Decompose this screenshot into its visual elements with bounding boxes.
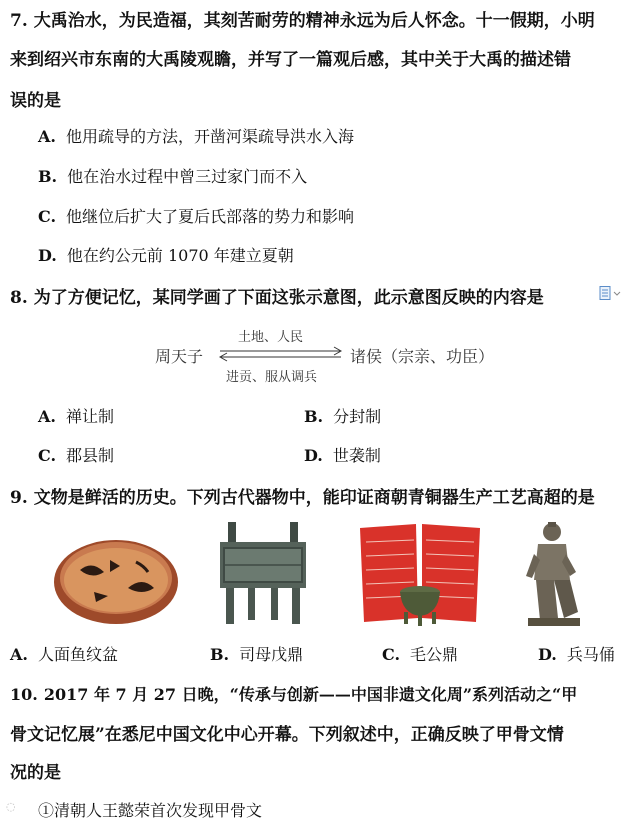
q7-text-3: 误的是	[10, 91, 61, 111]
terracotta-warrior-image	[518, 520, 584, 628]
feudal-relationship-diagram	[150, 326, 530, 386]
q9-text: 文物是鲜活的历史。下列古代器物中，能印证商朝青铜器生产工艺高超的是	[33, 488, 595, 508]
q10-text-1: 2017 年 7 月 27 日晚，“传承与创新——中国非遗文化周”系列活动之“甲	[43, 685, 578, 704]
q10-text-3: 况的是	[10, 763, 61, 783]
diagram-bottom-label: 进贡、服从调兵	[226, 370, 318, 385]
q8-option-d[interactable]: D. 世袭制	[304, 446, 381, 465]
diagram-right-node: 诸侯（宗亲、功臣）	[350, 347, 495, 366]
q8-number: 8.	[10, 288, 28, 308]
q9-option-b[interactable]: B. 司母戊鼎	[210, 645, 304, 664]
q8-option-c[interactable]: C. 郡县制	[38, 446, 115, 465]
q9-option-d[interactable]: D. 兵马俑	[538, 645, 615, 664]
simuwu-ding-image	[214, 522, 312, 628]
diagram-left-node: 周天子	[155, 347, 204, 366]
q10-item-1: ①清朝人王懿荣首次发现甲骨文	[38, 801, 263, 820]
document-icon[interactable]	[598, 286, 622, 300]
diagram-top-label: 土地、人民	[238, 330, 304, 345]
watermark-logo: ◌	[6, 800, 16, 813]
q7-option-c[interactable]: C. 他继位后扩大了夏后氏部落的势力和影响	[38, 207, 355, 226]
q7-number: 7.	[10, 11, 28, 31]
q7-option-d[interactable]: D. 他在约公元前 1070 年建立夏朝	[38, 246, 294, 265]
q9-number: 9.	[10, 488, 28, 508]
q7-option-a[interactable]: A. 他用疏导的方法，开凿河渠疏导洪水入海	[38, 127, 354, 146]
q9-line	[10, 483, 595, 508]
q7-line-1	[10, 6, 595, 31]
q7-option-b[interactable]: B. 他在治水过程中曾三过家门而不入	[38, 167, 308, 186]
q9-option-c[interactable]: C. 毛公鼎	[382, 645, 459, 664]
q7-text-1: 大禹治水，为民造福，其刻苦耐劳的精神永远为后人怀念。十一假期，小明	[33, 11, 595, 31]
q10-number: 10.	[10, 685, 38, 704]
q8-line	[10, 283, 544, 308]
q9-option-a[interactable]: A. 人面鱼纹盆	[10, 645, 118, 664]
double-arrow-icon	[218, 346, 344, 362]
q8-text: 为了方便记忆，某同学画了下面这张示意图，此示意图反映的内容是	[33, 288, 544, 308]
maogong-ding-image	[356, 522, 484, 628]
painted-pottery-basin-image	[50, 530, 182, 630]
q8-option-b[interactable]: B. 分封制	[304, 407, 382, 426]
q8-option-a[interactable]: A. 禅让制	[38, 407, 114, 426]
q10-line-1	[10, 682, 577, 705]
q10-text-2: 骨文记忆展”在悉尼中国文化中心开幕。下列叙述中，正确反映了甲骨文情	[10, 725, 564, 745]
q7-text-2: 来到绍兴市东南的大禹陵观瞻，并写了一篇观后感，其中关于大禹的描述错	[10, 50, 571, 70]
